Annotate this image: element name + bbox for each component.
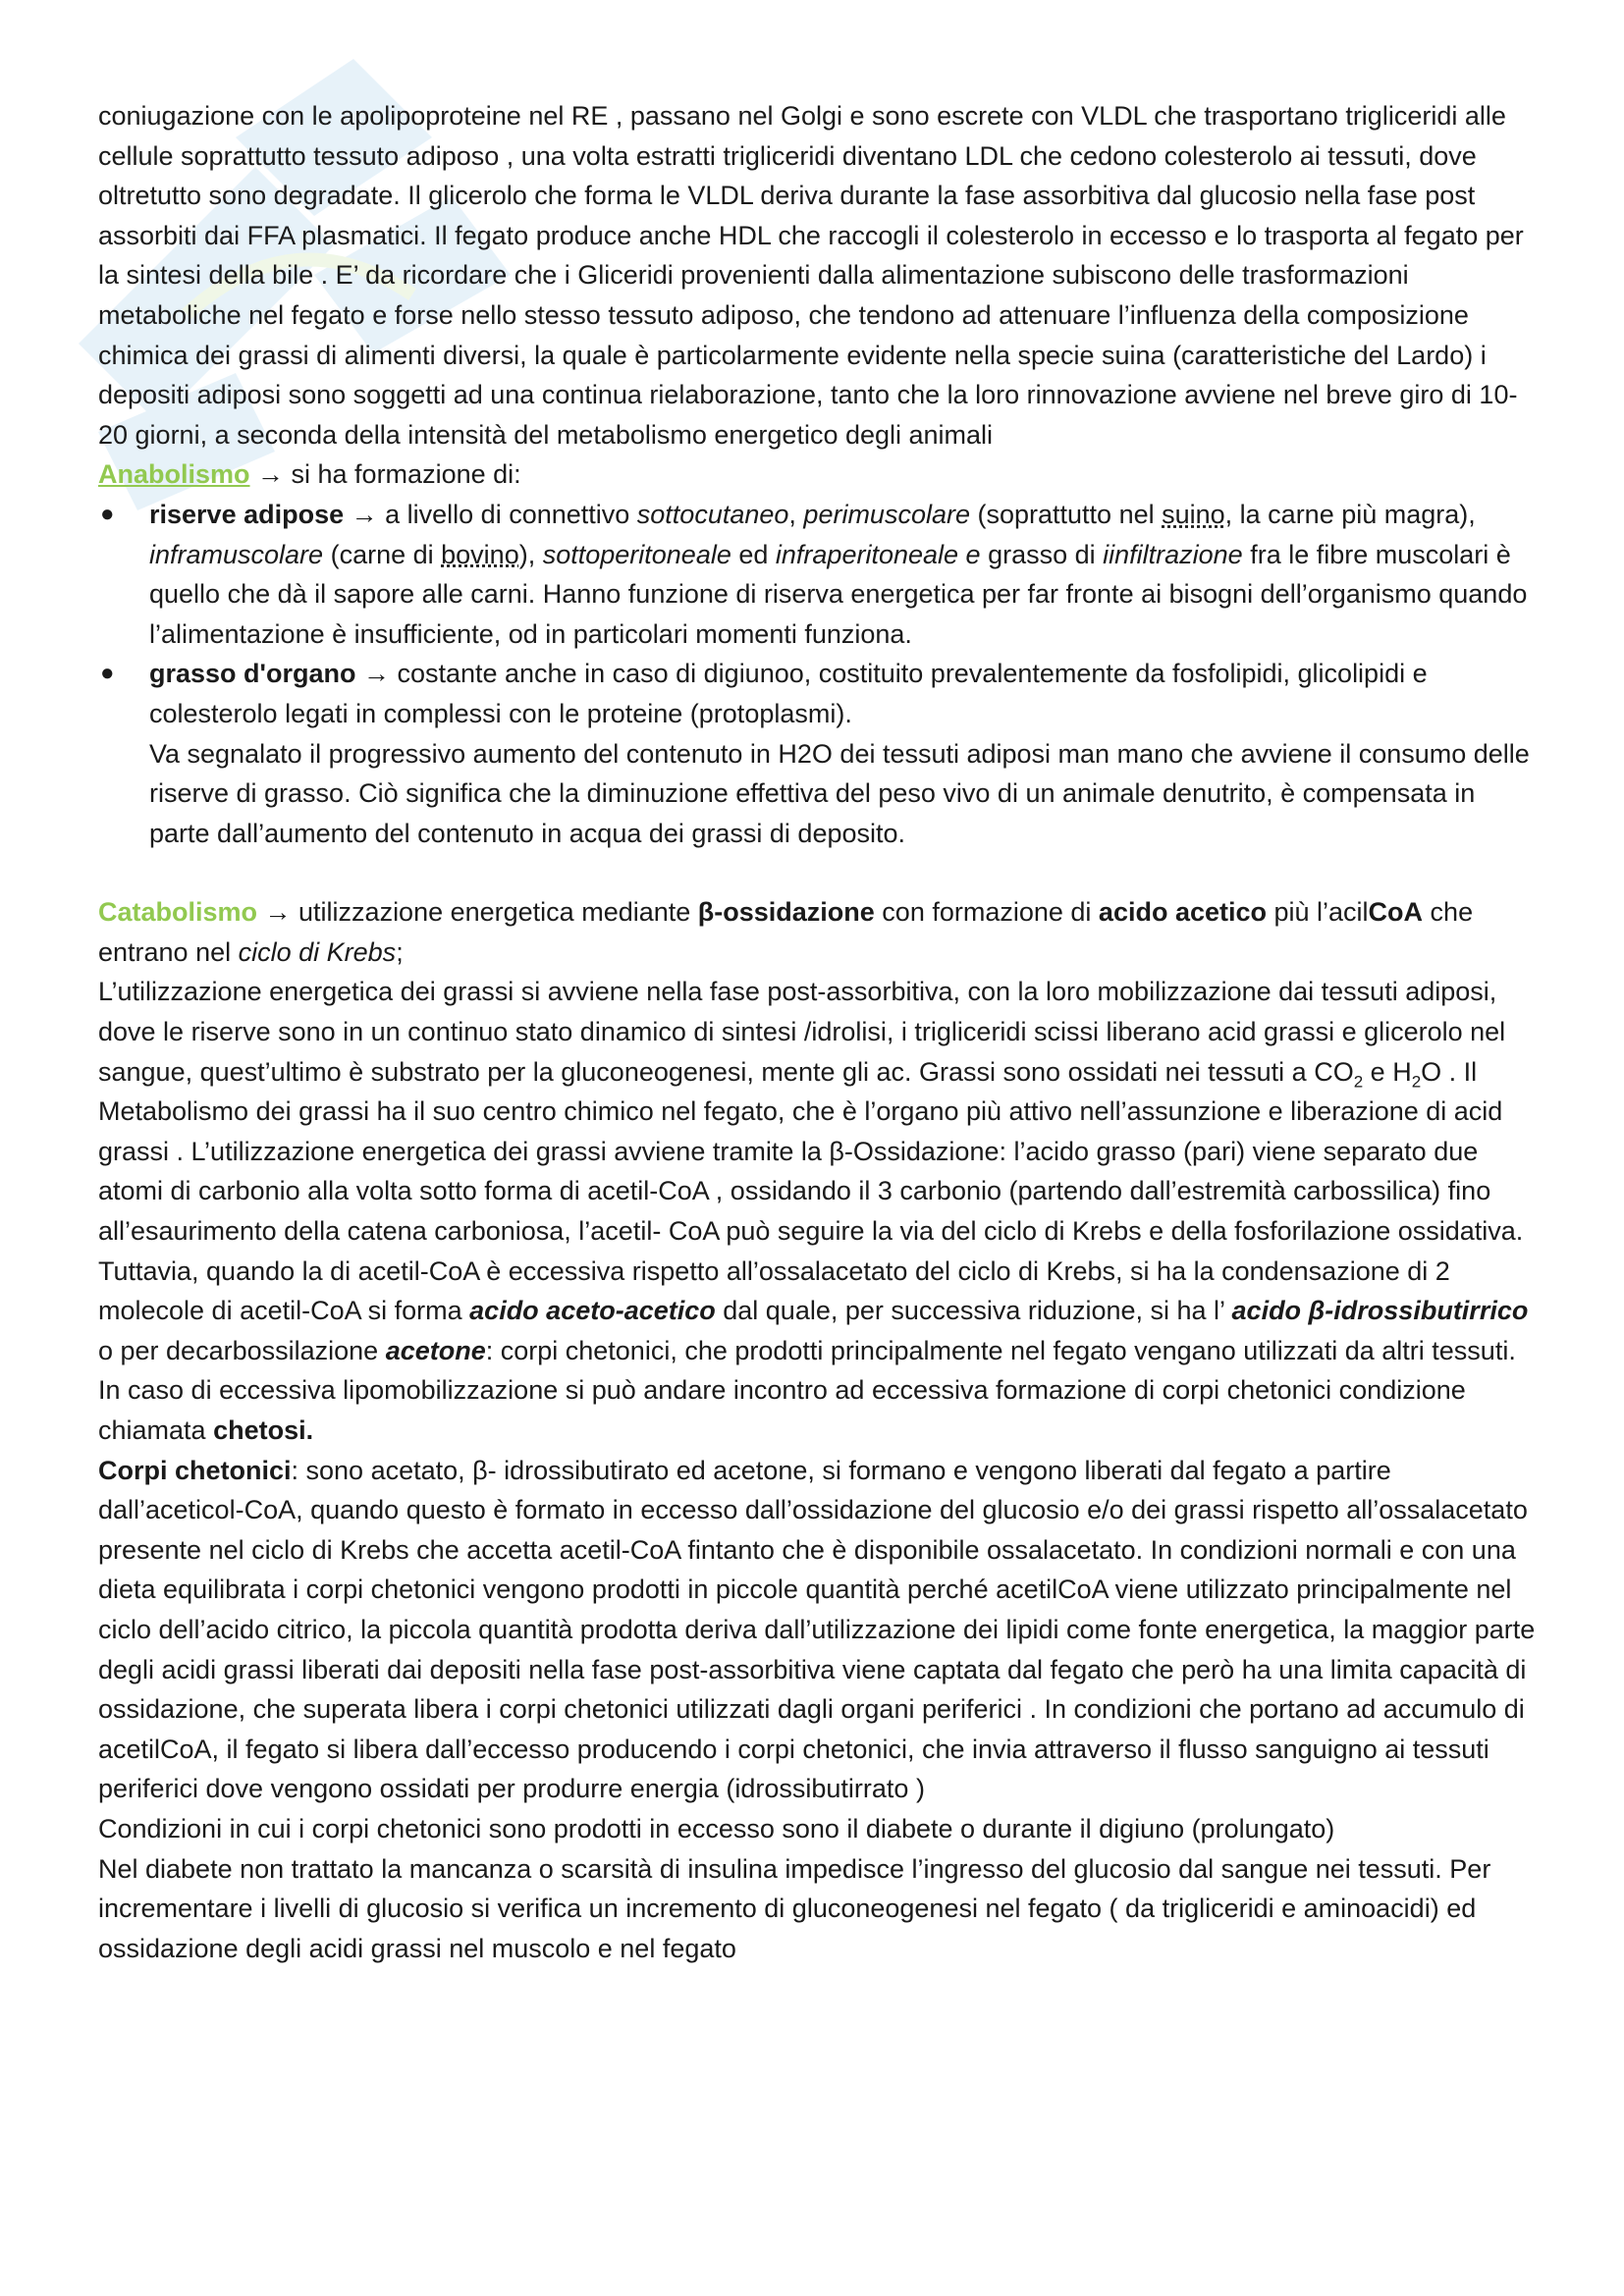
- ketone-conditions: Condizioni in cui i corpi chetonici sono prodotti in eccesso sono il diabete o durante il digiuno (prolungato): [98, 1813, 1335, 1843]
- list-item-organ-fat: ● grasso d'organo → costante anche in caso di digiunoo, costituito prevalentemente da fosfolipidi, glicolipidi e colesterolo legati in complessi con le proteine (protoplasmi).: [98, 654, 1542, 733]
- ketone-bodies-paragraph: Corpi chetonici: sono acetato, β- idrossibutirato ed acetone, si formano e vengono liberati dal fegato a partire dall’aceticol-CoA, quando questo è formato in eccesso dall’ossidazione del glucosio e/o dei grassi rispetto all’ossalacetato presente nel ciclo di Krebs che accetta acetil-CoA fintanto che è disponibile ossalacetato. In condizioni normali e con una dieta equilibrata i corpi chetonici vengono prodotti in piccole quantità perché acetilCoA viene utilizzato principalmente nel ciclo dell’acido citrico, la piccola quantità prodotta deriva dall’utilizzazione dei lipidi come fonte energetica, la maggior parte degli acidi grassi liberati dai depositi nella fase post-assorbitiva viene captata dal fegato che però ha una limita capacità di ossidazione, che superata libera i corpi chetonici utilizzati dagli organi periferici . In condizioni che portano ad accumulo di acetilCoA, il fegato si libera dall’eccesso producendo i corpi chetonici, che invia attraverso il flusso sanguigno ai tessuti periferici dove vengono ossidati per produrre energia (idrossibutirrato ): [98, 1455, 1536, 1804]
- bullet-icon: ●: [100, 500, 115, 527]
- paragraph-lipoproteins: coniugazione con le apolipoproteine nel RE , passano nel Golgi e sono escrete con VLDL che trasportano trigliceridi alle cellule soprattutto tessuto adiposo , una volta estratti trigliceridi diventano LDL che cedono colesterolo ai tessuti, dove oltretutto sono degradate. Il glicerolo che forma le VLDL deriva durante la fase assorbitiva dal glucosio nella fase post assorbiti dai FFA plasmatici. Il fegato produce anche HDL che raccogli il colesterolo in eccesso e lo trasporta al fegato per la sintesi della bile . E’ da ricordare che i Gliceridi provenienti dalla alimentazione subiscono delle trasformazioni metaboliche nel fegato e forse nello stesso tessuto adiposo, che tendono ad attenuare l’influenza della composizione chimica dei grassi di alimenti diversi, la quale è particolarmente evidente nella specie suina (caratteristiche del Lardo) i depositi adiposi sono soggetti ad una continua rielaborazione, tanto che la loro rinnovazione avviene nel breve giro di 10-20 giorni, a seconda della intensità del metabolismo energetico degli animali: [98, 101, 1524, 450]
- anabolism-list: [98, 495, 1542, 734]
- ketone-bodies-heading: Corpi chetonici: [98, 1455, 292, 1485]
- anabolism-heading: Anabolismo: [98, 459, 250, 490]
- list-item-fat-reserves: ● riserve adipose → a livello di connettivo sottocutaneo, perimuscolare (soprattutto nel suino, la carne più magra), inframuscolare (carne di bovino), sottoperitoneale ed infraperitoneale e grasso di iinfiltrazione fra le fibre muscolari è quello che dà il sapore alle carni. Hanno funzione di riserva energetica per far fronte ai bisogni dell’organismo quando l’alimentazione è insufficiente, od in particolari momenti funziona.: [98, 495, 1542, 654]
- catabolism-paragraph: L’utilizzazione energetica dei grassi si avviene nella fase post-assorbitiva, con la loro mobilizzazione dai tessuti adiposi, dove le riserve sono in un continuo stato dinamico di sintesi /idrolisi, i trigliceridi scissi liberano acid grassi e glicerolo nel sangue, quest’ultimo è substrato per la gluconeogenesi, mente gli ac. Grassi sono ossidati nei tessuti a $CO_2$ e $H_2O$ . Il Metabolismo dei grassi ha il suo centro chimico nel fegato, che è l’organo più attivo nell’assunzione e liberazione di acid grassi . L’utilizzazione energetica dei grassi avviene tramite la β-Ossidazione: l’acido grasso (pari) viene separato due atomi di carbonio alla volta sotto forma di acetil-CoA , ossidando il 3 carbonio (partendo dall’estremità carbossilica) fino all’esaurimento della catena carboniosa, l’acetil- CoA può seguire la via del ciclo di Krebs e della fosforilazione ossidativa. Tuttavia, quando la di acetil-CoA è eccessiva rispetto all’ossalacetato del ciclo di Krebs, si ha la condensazione di 2 molecole di acetil-CoA si forma acido aceto-acetico dal quale, per successiva riduzione, si ha l’ acido β-idrossibutirrico o per decarbossilazione acetone: corpi chetonici, che prodotti principalmente nel fegato vengano utilizzati da altri tessuti. In caso di eccessiva lipomobilizzazione si può andare incontro ad eccessiva formazione di corpi chetonici condizione chiamata chetosi.: [98, 977, 1529, 1445]
- catabolism-heading: Catabolismo: [98, 897, 258, 928]
- diabetes-paragraph: Nel diabete non trattato la mancanza o scarsità di insulina impedisce l’ingresso del glucosio dal sangue nei tessuti. Per incrementare i livelli di glucosio si verifica un incremento di gluconeogenesi nel fegato ( da trigliceridi e aminoacidi) ed ossidazione degli acidi grassi nel muscolo e nel fegato: [98, 1853, 1491, 1963]
- anabolism-note: Va segnalato il progressivo aumento del contenuto in H2O dei tessuti adiposi man mano che avviene il consumo delle riserve di grasso. Ciò significa che la diminuzione effettiva del peso vivo di un animale denutrito, è compensata in parte dall’aumento del contenuto in acqua dei grassi di deposito.: [149, 738, 1530, 848]
- bullet-icon: ●: [100, 660, 115, 687]
- document-body: [98, 96, 1542, 1968]
- catabolism-intro: Catabolismo → utilizzazione energetica mediante β-ossidazione con formazione di acido acetico più l’acilCoA che entrano nel ciclo di Krebs;: [98, 897, 1474, 967]
- anabolism-intro: Anabolismo → si ha formazione di:: [98, 459, 521, 490]
